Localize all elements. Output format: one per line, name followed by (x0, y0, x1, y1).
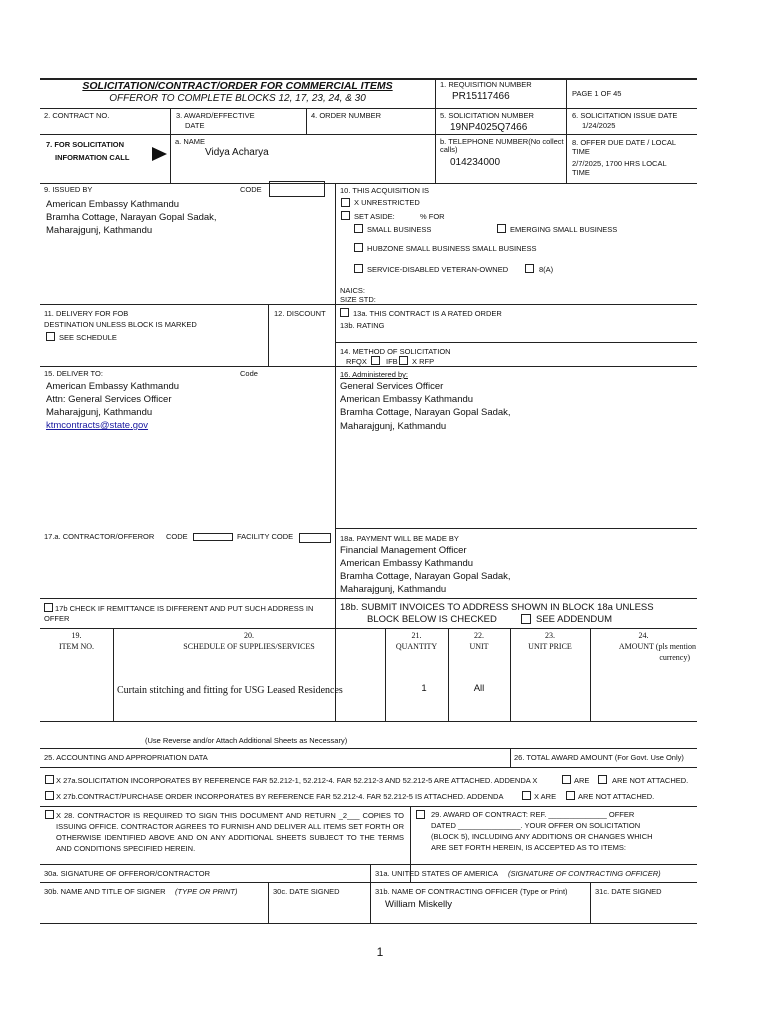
27b-are-checkbox[interactable] (522, 791, 531, 800)
set-aside-checkbox[interactable] (341, 211, 350, 220)
arrow-right-icon (152, 147, 167, 161)
issued-by-line-3: Maharajgunj, Kathmandu (46, 225, 153, 236)
deliver-to-email-link[interactable]: ktmcontracts@state.gov (46, 420, 149, 431)
deliver-to-label: 15. DELIVER TO: (44, 369, 103, 378)
28-checkbox[interactable] (45, 810, 54, 819)
27a-not-checkbox[interactable] (598, 775, 607, 784)
issued-by-code-label: CODE (240, 185, 262, 194)
unrestricted-label: X UNRESTRICTED (354, 198, 420, 207)
contractor-label: 17.a. CONTRACTOR/OFFEROR (44, 532, 155, 541)
officer-date-label: 31c. DATE SIGNED (595, 887, 662, 896)
small-business-label: SMALL BUSINESS (367, 225, 432, 234)
pct-for-label: % FOR (420, 212, 445, 221)
see-schedule-label: SEE SCHEDULE (59, 333, 117, 342)
reverse-note: (Use Reverse and/or Attach Additional Sheets as Necessary) (145, 736, 348, 745)
page-number: 1 (376, 945, 384, 959)
col-unit-price-num: 23. (545, 631, 555, 640)
emerging-label: EMERGING SMALL BUSINESS (510, 225, 618, 234)
rating-label: 13b. RATING (340, 321, 385, 330)
col-unit-label: UNIT (469, 642, 489, 651)
issued-by-line-1: American Embassy Kathmandu (46, 199, 180, 210)
issue-date-label: 6. SOLICITATION ISSUE DATE (572, 111, 678, 120)
hubzone-label: HUBZONE SMALL BUSINESS SMALL BUSINESS (367, 244, 537, 253)
set-aside-label: SET ASIDE: (354, 212, 395, 221)
col-unit-price-label: UNIT PRICE (528, 642, 572, 651)
col-unit-num: 22. (474, 631, 484, 640)
remittance-checkbox[interactable] (44, 603, 53, 612)
payment-label: 18a. PAYMENT WILL BE MADE BY (340, 534, 459, 543)
issued-by-label: 9. ISSUED BY (44, 185, 93, 194)
submit-invoices-label: 18b. SUBMIT INVOICES TO ADDRESS SHOWN IN BLOCK 18a UNLESS (340, 602, 654, 613)
total-award-label: 26. TOTAL AWARD AMOUNT (For Govt. Use Only) (514, 753, 684, 762)
issued-by-code-field[interactable] (269, 181, 325, 197)
col-item-num: 19. (71, 631, 82, 640)
29-line-1: 29. AWARD OF CONTRACT: REF. ______________ OFFER (431, 810, 635, 819)
remittance-label: 17b CHECK IF REMITTANCE IS DIFFERENT AND PUT SUCH ADDRESS IN (55, 604, 314, 613)
contractor-code-label: CODE (166, 532, 188, 541)
solicitation-number-label: 5. SOLICITATION NUMBER (440, 111, 534, 120)
col-amount-label-2: currency) (659, 653, 690, 662)
discount-label: 12. DISCOUNT (274, 309, 326, 318)
solicitation-number-value: 19NP4025Q7466 (450, 122, 528, 133)
method-label: 14. METHOD OF SOLICITATION (340, 347, 451, 356)
offeror-signature-label: 30a. SIGNATURE OF OFFEROR/CONTRACTOR (44, 869, 210, 878)
delivery-fob-label-2: DESTINATION UNLESS BLOCK IS MARKED (44, 320, 197, 329)
item-description: Curtain stitching and fitting for USG Leased Residences (117, 685, 343, 696)
payment-line-1: Financial Management Officer (340, 545, 467, 556)
eight-a-label: 8(A) (539, 265, 554, 274)
offeror-date-label: 30c. DATE SIGNED (273, 887, 340, 896)
27b-not-label: ARE NOT ATTACHED. (578, 792, 655, 801)
col-quantity-label: QUANTITY (395, 642, 438, 651)
small-business-checkbox[interactable] (354, 224, 363, 233)
page-count: PAGE 1 OF 45 (572, 89, 622, 98)
administered-line-3: Bramha Cottage, Narayan Gopal Sadak, (340, 407, 511, 418)
offer-due-label-2: TIME (572, 147, 590, 156)
27b-are-label: X ARE (534, 792, 557, 801)
29-line-3: (BLOCK 5), INCLUDING ANY ADDITIONS OR CHANGES WHICH (431, 832, 653, 841)
col-amount-label: AMOUNT (pls mention (618, 642, 696, 651)
27a-are-checkbox[interactable] (562, 775, 571, 784)
delivery-fob-label: 11. DELIVERY FOR FOB (44, 309, 129, 318)
telephone-value: 014234000 (450, 157, 501, 168)
27b-text: X 27b.CONTRACT/PURCHASE ORDER INCORPORATES BY REFERENCE FAR 52.212-4. FAR 52.212-5 IS ATTACHED. ADDENDA (56, 792, 504, 801)
usa-signature-label: 31a. UNITED STATES OF AMERICA (375, 869, 499, 878)
facility-code-field[interactable] (299, 533, 331, 543)
item-quantity: 1 (421, 683, 427, 694)
27a-text: X 27a.SOLICITATION INCORPORATES BY REFERENCE FAR 52.212-1, 52.212-4. FAR 52.212-3 AND 52.212-5 ARE ATTACHED. ADDENDA X (56, 776, 538, 785)
hubzone-checkbox[interactable] (354, 243, 363, 252)
offer-due-value-2: TIME (572, 168, 590, 177)
administered-by-label: 16. Administered by: (340, 370, 408, 379)
27b-not-checkbox[interactable] (566, 791, 575, 800)
29-line-2: DATED _______________. YOUR OFFER ON SOLICITATION (431, 821, 641, 830)
form-title: SOLICITATION/CONTRACT/ORDER FOR COMMERCIAL ITEMS (82, 80, 393, 92)
award-date-label-2: DATE (185, 121, 205, 130)
offer-due-value-1: 2/7/2025, 1700 HRS LOCAL (572, 159, 667, 168)
info-call-label-1: 7. FOR SOLICITATION (46, 140, 125, 149)
col-item-label: ITEM NO. (58, 642, 95, 651)
signer-name-label: 30b. NAME AND TITLE OF SIGNER (44, 887, 166, 896)
27a-checkbox[interactable] (45, 775, 54, 784)
27b-checkbox[interactable] (45, 791, 54, 800)
sdvosb-label: SERVICE-DISABLED VETERAN-OWNED (367, 265, 509, 274)
requisition-number-label: 1. REQUISITION NUMBER (440, 80, 532, 89)
contact-name-value: Vidya Acharya (205, 147, 269, 158)
col-quantity-num: 21. (411, 631, 422, 640)
deliver-to-line-2: Attn: General Services Officer (46, 394, 172, 405)
administered-line-2: American Embassy Kathmandu (340, 394, 474, 405)
29-checkbox[interactable] (416, 810, 425, 819)
rated-order-checkbox[interactable] (340, 308, 349, 317)
rfp-label: X RFP (412, 357, 435, 366)
ifb-label: IFB (386, 357, 398, 366)
telephone-label-2: calls) (440, 145, 458, 154)
contractor-code-field[interactable] (193, 533, 233, 541)
item-unit: All (473, 683, 485, 694)
29-line-4: ARE SET FORTH HEREIN, IS ACCEPTED AS TO ITEMS: (431, 843, 626, 852)
see-addendum-label: SEE ADDENDUM (536, 614, 613, 625)
submit-invoices-label-2: BLOCK BELOW IS CHECKED (367, 614, 497, 625)
rated-order-label: 13a. THIS CONTRACT IS A RATED ORDER (353, 309, 502, 318)
administered-line-1: General Services Officer (340, 381, 444, 392)
contract-no-label: 2. CONTRACT NO. (44, 111, 110, 120)
order-number-label: 4. ORDER NUMBER (311, 111, 382, 120)
col-schedule-num: 20. (244, 631, 254, 640)
see-addendum-checkbox[interactable] (521, 614, 531, 624)
deliver-to-line-3: Maharajgunj, Kathmandu (46, 407, 153, 418)
payment-line-3: Bramha Cottage, Narayan Gopal Sadak, (340, 571, 511, 582)
col-amount-num: 24. (638, 631, 649, 640)
acquisition-label: 10. THIS ACQUISITION IS (340, 186, 430, 195)
payment-line-4: Maharajgunj, Kathmandu (340, 584, 447, 595)
requisition-number-value: PR15117466 (452, 91, 510, 102)
28-text: X 28. CONTRACTOR IS REQUIRED TO SIGN THIS DOCUMENT AND RETURN _2___ COPIES TO ISSUING OFFICE. CONTRACTOR AGREES TO FURNISH AND DELIVER ALL ITEMS SET FORTH OR OTHERWISE IDENTIFIED ABOVE AND ON ANY ADDITIONAL SHEETS SUBJECT TO THE TERMS AND CONDITIONS SPECIFIED HEREIN. (56, 811, 404, 853)
27a-not-label: ARE NOT ATTACHED. (612, 776, 689, 785)
naics-label: NAICS: (340, 286, 366, 295)
unrestricted-checkbox[interactable] (341, 198, 350, 207)
col-schedule-label: SCHEDULE OF SUPPLIES/SERVICES (183, 642, 315, 651)
award-date-label: 3. AWARD/EFFECTIVE (176, 111, 255, 120)
27a-are-label: ARE (574, 776, 590, 785)
see-schedule-checkbox[interactable] (46, 332, 55, 341)
offer-due-label: 8. OFFER DUE DATE / LOCAL (572, 138, 677, 147)
usa-signature-label-italic: (SIGNATURE OF CONTRACTING OFFICER) (508, 869, 661, 878)
contact-name-label: a. NAME (175, 137, 206, 146)
emerging-checkbox[interactable] (497, 224, 506, 233)
rfq-checkbox[interactable] (371, 356, 380, 365)
rfq-label: RFQX (346, 357, 367, 366)
info-call-label-2: INFORMATION CALL (55, 153, 130, 162)
ifb-checkbox[interactable] (399, 356, 408, 365)
deliver-to-code-label: Code (240, 369, 258, 378)
issued-by-line-2: Bramha Cottage, Narayan Gopal Sadak, (46, 212, 217, 223)
administered-line-4: Maharajgunj, Kathmandu (340, 421, 447, 432)
officer-name-value: William Miskelly (385, 899, 453, 910)
sdvosb-checkbox[interactable] (354, 264, 363, 273)
officer-name-label: 31b. NAME OF CONTRACTING OFFICER (Type or Print) (375, 887, 568, 896)
payment-line-2: American Embassy Kathmandu (340, 558, 474, 569)
accounting-label: 25. ACCOUNTING AND APPROPRIATION DATA (44, 753, 208, 762)
form-subtitle: OFFEROR TO COMPLETE BLOCKS 12, 17, 23, 24, & 30 (109, 93, 366, 104)
facility-code-label: FACILITY CODE (237, 532, 294, 541)
issue-date-value: 1/24/2025 (582, 121, 616, 130)
eight-a-checkbox[interactable] (525, 264, 534, 273)
size-std-label: SIZE STD: (340, 295, 376, 304)
remittance-label-2: OFFER (44, 614, 70, 623)
deliver-to-line-1: American Embassy Kathmandu (46, 381, 180, 392)
signer-name-label-italic: (TYPE OR PRINT) (175, 887, 238, 896)
telephone-label: b. TELEPHONE NUMBER(No collect (440, 137, 564, 146)
